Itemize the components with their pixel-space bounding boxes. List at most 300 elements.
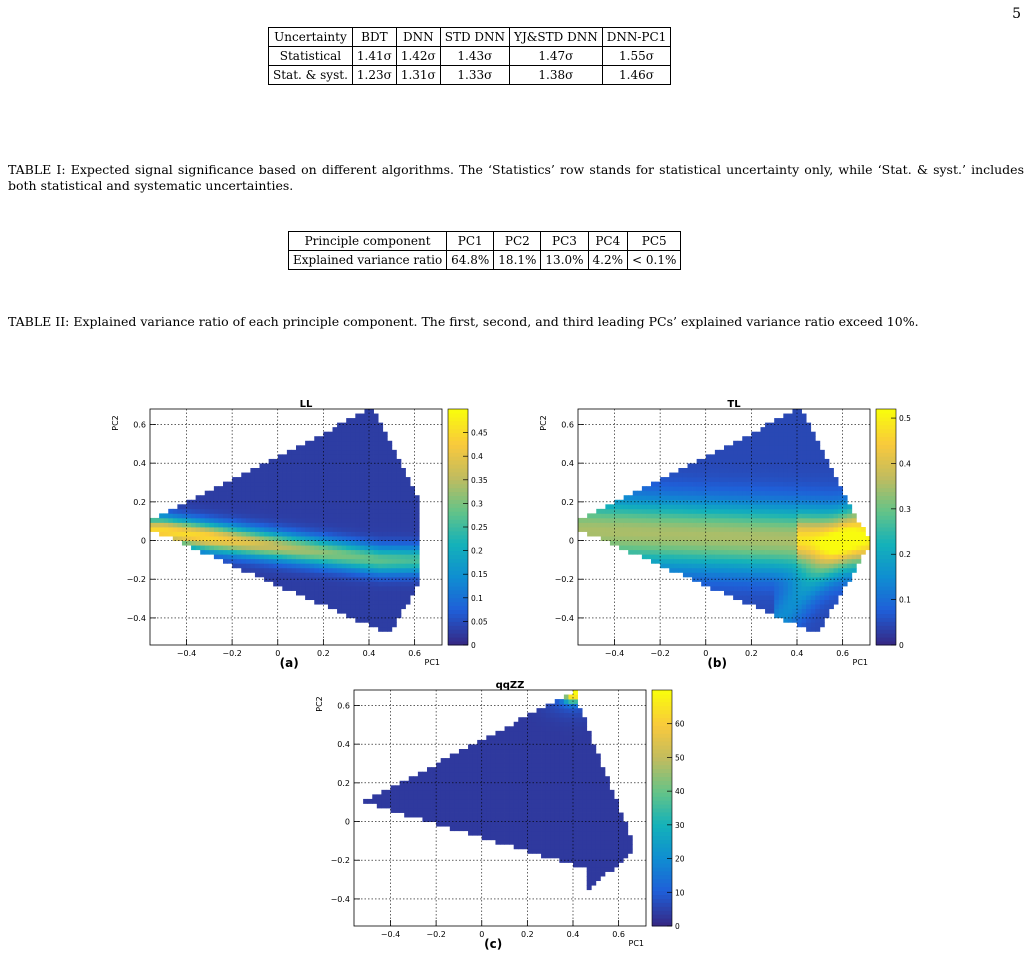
heatmap-cell — [783, 463, 788, 468]
heatmap-cell — [834, 559, 839, 564]
heatmap-cell — [305, 586, 310, 591]
heatmap-cell — [811, 627, 816, 632]
heatmap-cell — [829, 504, 834, 509]
table-header-cell: PC2 — [494, 232, 541, 251]
heatmap-cell — [374, 618, 379, 623]
heatmap-cell — [328, 509, 333, 514]
heatmap-cell — [369, 409, 374, 414]
heatmap-cell — [564, 813, 569, 818]
heatmap-cell — [614, 813, 619, 818]
heatmap-cell — [619, 541, 624, 546]
heatmap-cell — [642, 522, 647, 527]
heatmap-cell — [811, 613, 816, 618]
heatmap-cell — [323, 586, 328, 591]
colorbar-step — [448, 606, 468, 610]
heatmap-cell — [396, 550, 401, 555]
heatmap-cell — [378, 522, 383, 527]
heatmap-cell — [319, 468, 324, 473]
heatmap-cell — [779, 554, 784, 559]
heatmap-cell — [706, 473, 711, 478]
heatmap-cell — [509, 767, 514, 772]
heatmap-cell — [432, 772, 437, 777]
heatmap-cell — [692, 495, 697, 500]
heatmap-cell — [802, 414, 807, 419]
heatmap-cell — [600, 862, 605, 867]
heatmap-cell — [797, 572, 802, 577]
heatmap-cell — [802, 500, 807, 505]
heatmap-cell — [587, 835, 592, 840]
heatmap-cell — [378, 436, 383, 441]
heatmap-cell — [241, 477, 246, 482]
heatmap-cell — [774, 581, 779, 586]
heatmap-cell — [527, 826, 532, 831]
heatmap-cell — [774, 568, 779, 573]
heatmap-cell — [802, 473, 807, 478]
colorbar-step — [652, 863, 672, 867]
heatmap-cell — [706, 522, 711, 527]
heatmap-cell — [701, 486, 706, 491]
heatmap-cell — [346, 572, 351, 577]
heatmap-cell — [454, 776, 459, 781]
heatmap-cell — [191, 509, 196, 514]
heatmap-cell — [392, 568, 397, 573]
heatmap-cell — [573, 803, 578, 808]
heatmap-cell — [392, 541, 397, 546]
heatmap-cell — [587, 799, 592, 804]
heatmap-cell — [733, 586, 738, 591]
heatmap-cell — [692, 545, 697, 550]
heatmap-cell — [287, 500, 292, 505]
table-cell: 1.55σ — [602, 47, 671, 66]
heatmap-cell — [838, 518, 843, 523]
heatmap-cell — [387, 482, 392, 487]
heatmap-cell — [364, 613, 369, 618]
heatmap-cell — [159, 518, 164, 523]
heatmap-cell — [815, 545, 820, 550]
heatmap-cell — [374, 568, 379, 573]
heatmap-cell — [815, 586, 820, 591]
heatmap-cell — [401, 491, 406, 496]
heatmap-cell — [523, 735, 528, 740]
heatmap-cell — [495, 781, 500, 786]
heatmap-cell — [355, 477, 360, 482]
heatmap-cell — [555, 758, 560, 763]
heatmap-cell — [802, 563, 807, 568]
heatmap-cell — [383, 477, 388, 482]
heatmap-cell — [692, 486, 697, 491]
heatmap-cell — [250, 518, 255, 523]
heatmap-cell — [509, 735, 514, 740]
heatmap-cell — [651, 550, 656, 555]
heatmap-cell — [495, 763, 500, 768]
heatmap-cell — [237, 500, 242, 505]
heatmap-cell — [811, 468, 816, 473]
table-header-cell: STD DNN — [440, 28, 509, 47]
heatmap-cell — [364, 468, 369, 473]
heatmap-cell — [674, 541, 679, 546]
heatmap-cell — [605, 504, 610, 509]
heatmap-cell — [495, 794, 500, 799]
heatmap-cell — [568, 713, 573, 718]
heatmap-cell — [747, 591, 752, 596]
heatmap-cell — [792, 595, 797, 600]
heatmap-cell — [847, 518, 852, 523]
heatmap-cell — [710, 581, 715, 586]
table-header-cell: BDT — [352, 28, 396, 47]
heatmap-cell — [378, 486, 383, 491]
heatmap-cell — [733, 554, 738, 559]
heatmap-cell — [404, 808, 409, 813]
heatmap-cell — [523, 776, 528, 781]
heatmap-cell — [546, 817, 551, 822]
heatmap-cell — [573, 763, 578, 768]
heatmap-cell — [582, 853, 587, 858]
heatmap-cell — [811, 550, 816, 555]
heatmap-cell — [843, 518, 848, 523]
heatmap-cell — [291, 504, 296, 509]
heatmap-cell — [296, 545, 301, 550]
heatmap-cell — [770, 586, 775, 591]
heatmap-cell — [792, 527, 797, 532]
colorbar-step — [652, 879, 672, 883]
heatmap-cell — [568, 699, 573, 704]
heatmap-cell — [337, 463, 342, 468]
heatmap-cell — [464, 763, 469, 768]
heatmap-cell — [500, 794, 505, 799]
heatmap-cell — [314, 473, 319, 478]
heatmap-cell — [396, 486, 401, 491]
heatmap-cell — [355, 572, 360, 577]
heatmap-cell — [337, 554, 342, 559]
heatmap-cell — [619, 509, 624, 514]
heatmap-cell — [232, 500, 237, 505]
heatmap-cell — [555, 835, 560, 840]
heatmap-cell — [806, 618, 811, 623]
heatmap-cell — [824, 581, 829, 586]
heatmap-cell — [765, 550, 770, 555]
colorbar-step — [448, 503, 468, 507]
x-tick-label: 0.4 — [790, 649, 804, 658]
heatmap-cell — [806, 473, 811, 478]
heatmap-cell — [761, 600, 766, 605]
heatmap-cell — [733, 550, 738, 555]
heatmap-cell — [747, 459, 752, 464]
heatmap-cell — [255, 509, 260, 514]
heatmap-cell — [310, 554, 315, 559]
heatmap-cell — [550, 831, 555, 836]
heatmap-cell — [646, 541, 651, 546]
heatmap-cell — [573, 722, 578, 727]
heatmap-cell — [314, 559, 319, 564]
heatmap-cell — [792, 468, 797, 473]
heatmap-cell — [301, 500, 306, 505]
heatmap-cell — [264, 486, 269, 491]
heatmap-cell — [605, 785, 610, 790]
heatmap-cell — [724, 545, 729, 550]
heatmap-cell — [779, 482, 784, 487]
heatmap-cell — [747, 504, 752, 509]
heatmap-cell — [792, 572, 797, 577]
heatmap-cell — [738, 545, 743, 550]
heatmap-cell — [255, 532, 260, 537]
heatmap-cell — [591, 872, 596, 877]
colorbar-step — [448, 511, 468, 515]
heatmap-cell — [278, 504, 283, 509]
heatmap-cell — [710, 486, 715, 491]
heatmap-cell — [701, 495, 706, 500]
heatmap-cell — [291, 468, 296, 473]
heatmap-cell — [532, 781, 537, 786]
table-header-cell: DNN-PC1 — [602, 28, 671, 47]
heatmap-cell — [600, 835, 605, 840]
heatmap-cell — [802, 450, 807, 455]
heatmap-cell — [328, 545, 333, 550]
heatmap-cell — [282, 545, 287, 550]
heatmap-cell — [756, 477, 761, 482]
heatmap-cell — [509, 731, 514, 736]
heatmap-cell — [637, 495, 642, 500]
heatmap-cell — [619, 527, 624, 532]
heatmap-cell — [802, 559, 807, 564]
heatmap-cell — [706, 513, 711, 518]
heatmap-cell — [834, 500, 839, 505]
heatmap-cell — [710, 586, 715, 591]
heatmap-cell — [477, 776, 482, 781]
heatmap-cell — [355, 441, 360, 446]
heatmap-cell — [792, 409, 797, 414]
heatmap-cell — [792, 454, 797, 459]
heatmap-cell — [401, 504, 406, 509]
heatmap-cell — [527, 767, 532, 772]
y-tick-label: 0.2 — [337, 778, 350, 788]
heatmap-cell — [355, 550, 360, 555]
heatmap-cell — [296, 572, 301, 577]
heatmap-cell — [770, 577, 775, 582]
heatmap-cell — [214, 541, 219, 546]
table-cell: Statistical — [269, 47, 353, 66]
heatmap-cell — [788, 600, 793, 605]
heatmap-cell — [815, 482, 820, 487]
heatmap-cell — [282, 522, 287, 527]
heatmap-cell — [310, 473, 315, 478]
heatmap-cell — [287, 450, 292, 455]
heatmap-cell — [255, 491, 260, 496]
heatmap-cell — [237, 491, 242, 496]
heatmap-cell — [683, 504, 688, 509]
heatmap-cell — [477, 822, 482, 827]
heatmap-cell — [364, 536, 369, 541]
heatmap-cell — [738, 463, 743, 468]
heatmap-cell — [765, 586, 770, 591]
heatmap-cell — [715, 568, 720, 573]
colorbar-step — [448, 543, 468, 547]
heatmap-cell — [305, 550, 310, 555]
heatmap-cell — [815, 454, 820, 459]
heatmap-cell — [342, 559, 347, 564]
y-tick-label: 0.2 — [133, 497, 146, 507]
heatmap-cell — [333, 441, 338, 446]
heatmap-cell — [432, 767, 437, 772]
heatmap-cell — [669, 559, 674, 564]
heatmap-cell — [779, 595, 784, 600]
heatmap-cell — [346, 418, 351, 423]
heatmap-cell — [232, 522, 237, 527]
heatmap-cell — [797, 418, 802, 423]
heatmap-cell — [360, 554, 365, 559]
heatmap-cell — [729, 473, 734, 478]
heatmap-cell — [701, 468, 706, 473]
heatmap-cell — [669, 568, 674, 573]
heatmap-cell — [418, 772, 423, 777]
heatmap-cell — [573, 862, 578, 867]
heatmap-cell — [260, 541, 265, 546]
heatmap-cell — [168, 509, 173, 514]
heatmap-cell — [692, 468, 697, 473]
heatmap-cell — [628, 513, 633, 518]
heatmap-cell — [770, 559, 775, 564]
heatmap-cell — [214, 500, 219, 505]
heatmap-cell — [587, 831, 592, 836]
heatmap-cell — [811, 591, 816, 596]
heatmap-cell — [815, 468, 820, 473]
heatmap-cell — [856, 527, 861, 532]
heatmap-cell — [806, 600, 811, 605]
heatmap-cell — [314, 550, 319, 555]
heatmap-cell — [724, 500, 729, 505]
heatmap-cell — [756, 554, 761, 559]
heatmap-cell — [724, 463, 729, 468]
heatmap-cell — [406, 600, 411, 605]
heatmap-cell — [342, 509, 347, 514]
heatmap-cell — [523, 785, 528, 790]
heatmap-cell — [196, 513, 201, 518]
heatmap-cell — [214, 532, 219, 537]
heatmap-cell — [532, 794, 537, 799]
heatmap-cell — [374, 513, 379, 518]
heatmap-cell — [250, 545, 255, 550]
heatmap-cell — [205, 495, 210, 500]
heatmap-cell — [323, 545, 328, 550]
heatmap-cell — [273, 554, 278, 559]
heatmap-cell — [678, 504, 683, 509]
heatmap-cell — [783, 541, 788, 546]
heatmap-cell — [742, 527, 747, 532]
heatmap-cell — [287, 568, 292, 573]
heatmap-cell — [792, 441, 797, 446]
heatmap-cell — [454, 763, 459, 768]
heatmap-cell — [328, 436, 333, 441]
heatmap-cell — [678, 491, 683, 496]
heatmap-cell — [509, 754, 514, 759]
colorbar-step — [448, 621, 468, 625]
heatmap-cell — [369, 604, 374, 609]
heatmap-cell — [509, 803, 514, 808]
heatmap-cell — [610, 844, 615, 849]
colorbar-step — [652, 851, 672, 855]
heatmap-cell — [605, 813, 610, 818]
heatmap-cell — [410, 504, 415, 509]
heatmap-cell — [715, 500, 720, 505]
heatmap-cell — [387, 450, 392, 455]
heatmap-cell — [310, 500, 315, 505]
heatmap-cell — [651, 554, 656, 559]
heatmap-cell — [596, 831, 601, 836]
heatmap-cell — [578, 785, 583, 790]
colorbar-step — [876, 535, 896, 539]
heatmap-cell — [701, 568, 706, 573]
heatmap-cell — [273, 532, 278, 537]
heatmap-cell — [674, 527, 679, 532]
heatmap-cell — [422, 794, 427, 799]
heatmap-cell — [323, 454, 328, 459]
heatmap-cell — [774, 468, 779, 473]
heatmap-cell — [738, 468, 743, 473]
heatmap-cell — [614, 822, 619, 827]
heatmap-cell — [328, 513, 333, 518]
heatmap-cell — [802, 504, 807, 509]
heatmap-cell — [369, 513, 374, 518]
heatmap-cell — [811, 509, 816, 514]
heatmap-cell — [706, 468, 711, 473]
heatmap-cell — [450, 794, 455, 799]
heatmap-cell — [523, 744, 528, 749]
heatmap-cell — [333, 532, 338, 537]
heatmap-cell — [733, 581, 738, 586]
heatmap-cell — [792, 477, 797, 482]
heatmap-cell — [774, 559, 779, 564]
heatmap-cell — [392, 595, 397, 600]
heatmap-cell — [464, 776, 469, 781]
heatmap-cell — [214, 504, 219, 509]
heatmap-cell — [824, 586, 829, 591]
heatmap-cell — [774, 595, 779, 600]
heatmap-cell — [450, 772, 455, 777]
heatmap-cell — [291, 581, 296, 586]
heatmap-cell — [509, 763, 514, 768]
heatmap-cell — [610, 527, 615, 532]
heatmap-cell — [182, 541, 187, 546]
heatmap-cell — [774, 600, 779, 605]
heatmap-cell — [688, 495, 693, 500]
heatmap-cell — [351, 500, 356, 505]
heatmap-cell — [374, 486, 379, 491]
heatmap-cell — [568, 708, 573, 713]
heatmap-cell — [514, 754, 519, 759]
heatmap-cell — [701, 477, 706, 482]
heatmap-cell — [802, 609, 807, 614]
heatmap-cell — [792, 577, 797, 582]
heatmap-cell — [333, 522, 338, 527]
heatmap-cell — [587, 790, 592, 795]
heatmap-cell — [824, 532, 829, 537]
colorbar-step — [876, 629, 896, 633]
heatmap-cell — [651, 513, 656, 518]
heatmap-cell — [724, 581, 729, 586]
heatmap-cell — [610, 862, 615, 867]
heatmap-cell — [255, 522, 260, 527]
heatmap-cell — [296, 591, 301, 596]
heatmap-cell — [228, 495, 233, 500]
heatmap-cell — [369, 495, 374, 500]
heatmap-cell — [706, 518, 711, 523]
heatmap-cell — [788, 500, 793, 505]
heatmap-cell — [783, 595, 788, 600]
heatmap-cell — [532, 822, 537, 827]
heatmap-cell — [701, 522, 706, 527]
heatmap-cell — [838, 486, 843, 491]
heatmap-cell — [346, 482, 351, 487]
heatmap-cell — [237, 513, 242, 518]
